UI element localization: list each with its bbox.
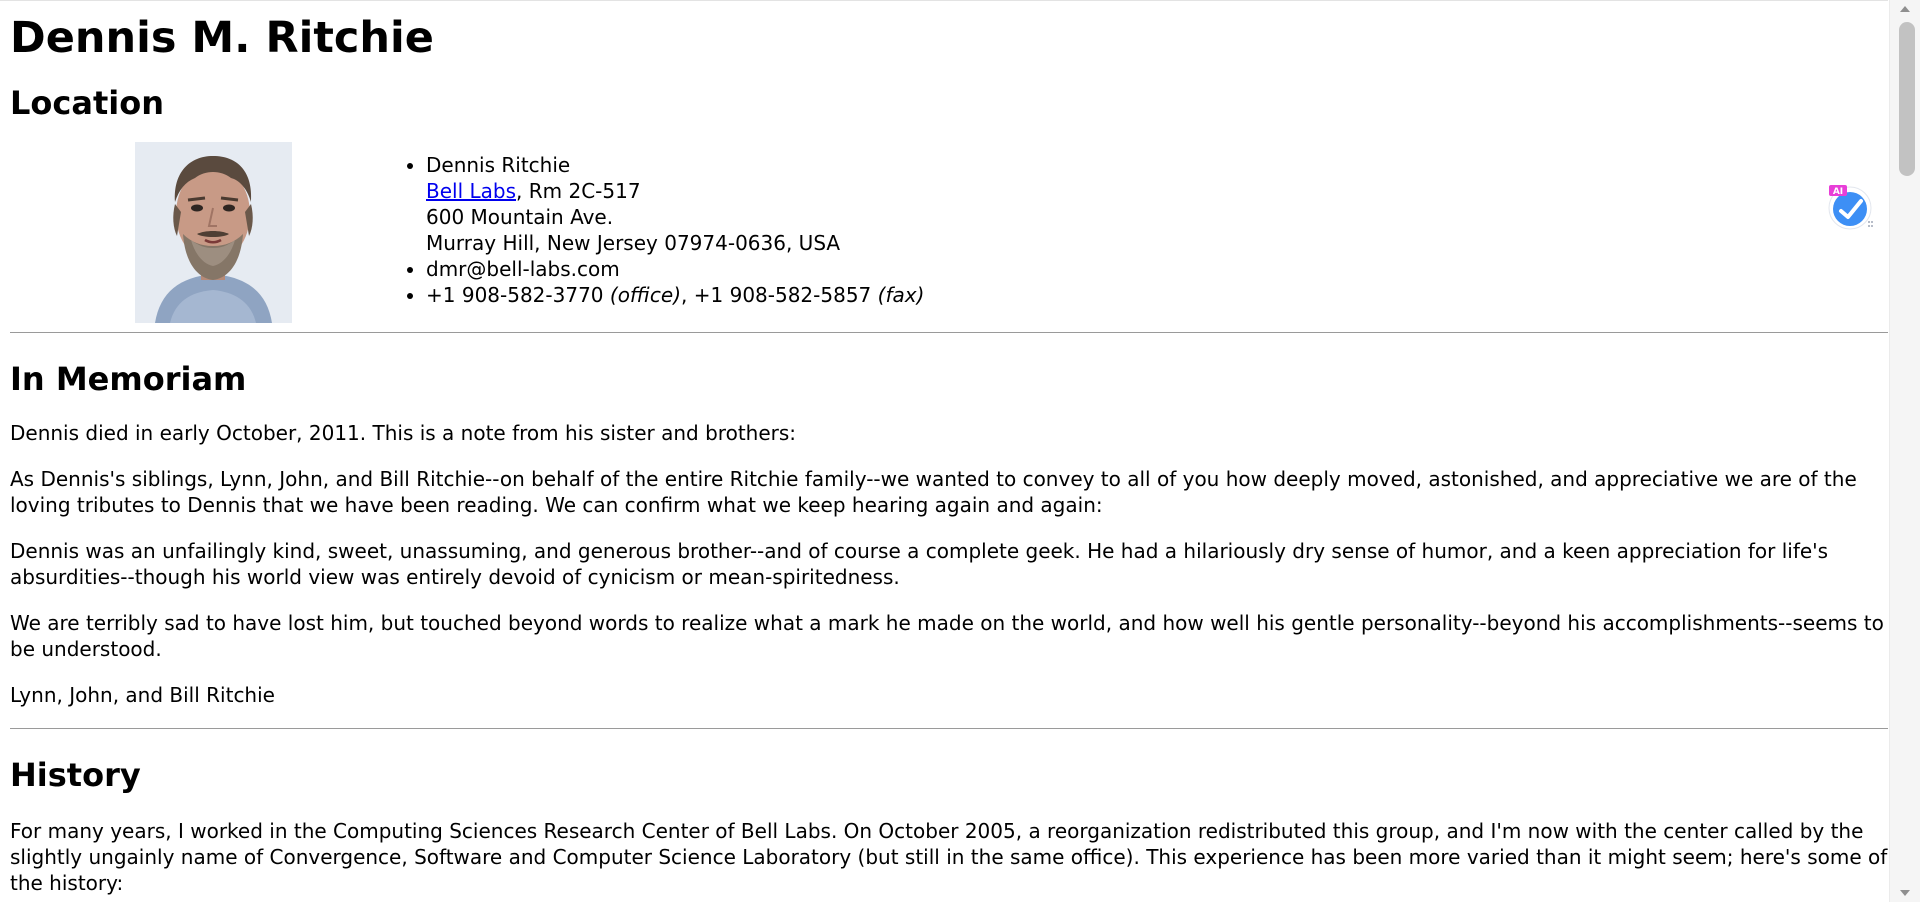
phone-office: +1 908-582-3770 [426, 283, 604, 307]
memoriam-heading: In Memoriam [10, 360, 247, 398]
scrollbar-thumb[interactable] [1899, 22, 1915, 176]
page-content [10, 0, 1888, 902]
page-title: Dennis M. Ritchie [10, 13, 434, 63]
email-address: dmr@bell-labs.com [426, 257, 620, 281]
fax-label: (fax) [877, 283, 925, 307]
memoriam-intro: Dennis died in early October, 2011. This is a note from his sister and brothers: [10, 421, 797, 445]
address-street: 600 Mountain Ave. [426, 205, 614, 229]
address-item [426, 152, 924, 256]
address-name: Dennis Ritchie [426, 153, 571, 177]
address-city: Murray Hill, New Jersey 07974-0636, USA [426, 231, 841, 255]
divider [10, 332, 1888, 333]
bell-labs-link[interactable]: Bell Labs [426, 179, 517, 203]
divider [10, 728, 1888, 729]
history-paragraph-1: For many years, I worked in the Computing Sciences Research Center of Bell Labs. On October 2005, a reorganization redistributed this group, and I'm now with the center called by the slightly ungainly name of Convergence, Software and Computer Science Laboratory (but still in the same office). This experience has been more varied than it might seem; here's some of the history: [10, 819, 1888, 895]
memoriam-signature: Lynn, John, and Bill Ritchie [10, 683, 275, 707]
memoriam-paragraph-1: As Dennis's siblings, Lynn, John, and Bill Ritchie--on behalf of the entire Ritchie family--we wanted to convey to all of you how deeply moved, astonished, and appreciative we are of the loving tributes to Dennis that we have been reading. We can confirm what we keep hearing again and again: [10, 467, 1857, 517]
scroll-down-icon[interactable] [1900, 890, 1910, 896]
email-item [426, 256, 924, 282]
ai-assistant-icon [1825, 182, 1875, 232]
ai-assistant-button[interactable] [1825, 182, 1875, 232]
office-label: (office) [609, 283, 682, 307]
history-heading: History [10, 756, 141, 794]
address-room: , Rm 2C-517 [516, 179, 641, 203]
phone-fax: +1 908-582-5857 [693, 283, 872, 307]
phone-separator: , [681, 283, 694, 307]
vertical-scrollbar[interactable] [1889, 0, 1920, 902]
memoriam-paragraph-3: We are terribly sad to have lost him, but touched beyond words to realize what a mark he made on the world, and how well his gentle personality--beyond his accomplishments--seems to be understood. [10, 611, 1884, 661]
memoriam-paragraph-2: Dennis was an unfailingly kind, sweet, unassuming, and generous brother--and of course a complete geek. He had a hilariously dry sense of humor, and a keen appreciation for life's absurdities--though his world view was entirely devoid of cynicism or mean-spiritedness. [10, 539, 1829, 589]
phone-item [426, 282, 924, 308]
location-heading: Location [10, 84, 164, 122]
portrait-image [135, 142, 292, 323]
contact-list [390, 152, 924, 308]
scroll-up-icon[interactable] [1900, 6, 1910, 12]
portrait-photo [135, 142, 292, 323]
ai-badge-label: AI [1832, 187, 1844, 197]
